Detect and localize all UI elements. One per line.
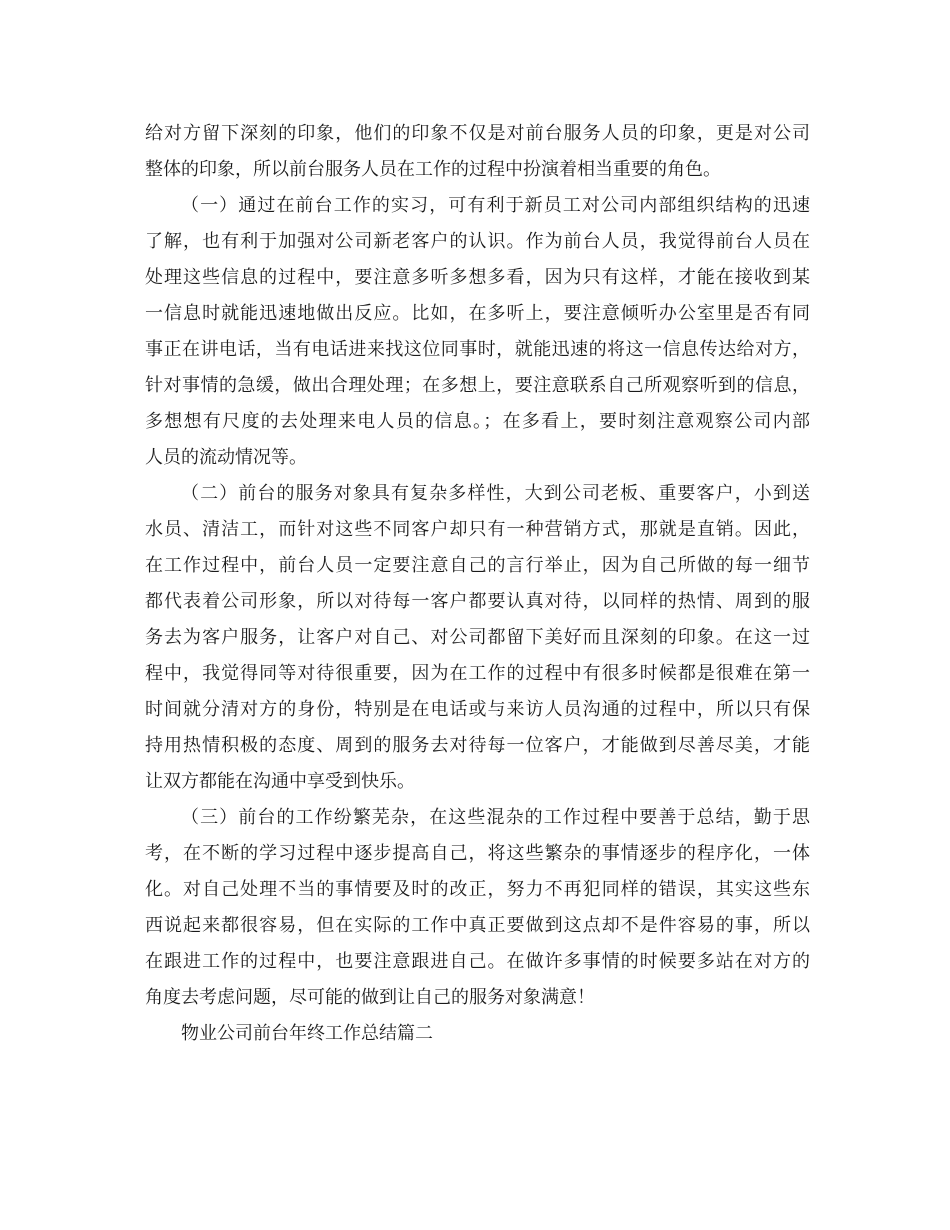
text-line: 让双方都能在沟通中享受到快乐。 xyxy=(145,771,415,792)
text-line: 水员、清洁工，而针对这些不同客户却只有一种营销方式，那就是直销。因此， xyxy=(145,519,810,540)
paragraph xyxy=(145,1016,810,1052)
text-line: （二）前台的服务对象具有复杂多样性，大到公司老板、重要客户，小到送 xyxy=(181,483,810,504)
text-line: 时间就分清对方的身份，特别是在电话或与来访人员沟通的过程中，所以只有保 xyxy=(145,699,810,720)
text-line: （一）通过在前台工作的实习，可有利于新员工对公司内部组织结构的迅速 xyxy=(181,195,810,216)
paragraph xyxy=(145,188,810,476)
text-line: （三）前台的工作纷繁芜杂，在这些混杂的工作过程中要善于总结，勤于思 xyxy=(181,807,810,828)
text-line: 一信息时就能迅速地做出反应。比如，在多听上，要注意倾听办公室里是否有同 xyxy=(145,303,810,324)
text-line: 化。对自己处理不当的事情要及时的改正，努力不再犯同样的错误，其实这些东 xyxy=(145,879,810,900)
text-line: 整体的印象，所以前台服务人员在工作的过程中扮演着相当重要的角色。 xyxy=(145,159,721,180)
text-line: 在跟进工作的过程中，也要注意跟进自己。在做许多事情的时候要多站在对方的 xyxy=(145,951,810,972)
text-line: 都代表着公司形象，所以对待每一客户都要认真对待，以同样的热情、周到的服 xyxy=(145,591,810,612)
paragraph xyxy=(145,800,810,1016)
text-line: 针对事情的急缓，做出合理处理；在多想上，要注意联系自己所观察听到的信息， xyxy=(145,375,810,396)
text-line: 务去为客户服务，让客户对自己、对公司都留下美好而且深刻的印象。在这一过 xyxy=(145,627,810,648)
text-line: 物业公司前台年终工作总结篇二 xyxy=(181,1023,433,1044)
text-line: 西说起来都很容易，但在实际的工作中真正要做到这点却不是件容易的事，所以 xyxy=(145,915,810,936)
text-line: 程中，我觉得同等对待很重要，因为在工作的过程中有很多时候都是很难在第一 xyxy=(145,663,810,684)
text-line: 多想想有尺度的去处理来电人员的信息。；在多看上，要时刻注意观察公司内部 xyxy=(145,411,810,432)
text-line: 持用热情积极的态度、周到的服务去对待每一位客户，才能做到尽善尽美，才能 xyxy=(145,735,810,756)
paragraph xyxy=(145,476,810,800)
text-line: 人员的流动情况等。 xyxy=(145,447,307,468)
text-line: 考，在不断的学习过程中逐步提高自己，将这些繁杂的事情逐步的程序化，一体 xyxy=(145,843,810,864)
paragraph xyxy=(145,116,810,188)
text-line: 了解，也有利于加强对公司新老客户的认识。作为前台人员，我觉得前台人员在 xyxy=(145,231,810,252)
text-line: 在工作过程中，前台人员一定要注意自己的言行举止，因为自己所做的每一细节 xyxy=(145,555,810,576)
document-body xyxy=(145,116,810,1052)
text-line: 处理这些信息的过程中，要注意多听多想多看，因为只有这样，才能在接收到某 xyxy=(145,267,810,288)
text-line: 给对方留下深刻的印象，他们的印象不仅是对前台服务人员的印象，更是对公司 xyxy=(145,123,810,144)
text-line: 角度去考虑问题，尽可能的做到让自己的服务对象满意！ xyxy=(145,987,595,1008)
text-line: 事正在讲电话，当有电话进来找这位同事时，就能迅速的将这一信息传达给对方， xyxy=(145,339,810,360)
